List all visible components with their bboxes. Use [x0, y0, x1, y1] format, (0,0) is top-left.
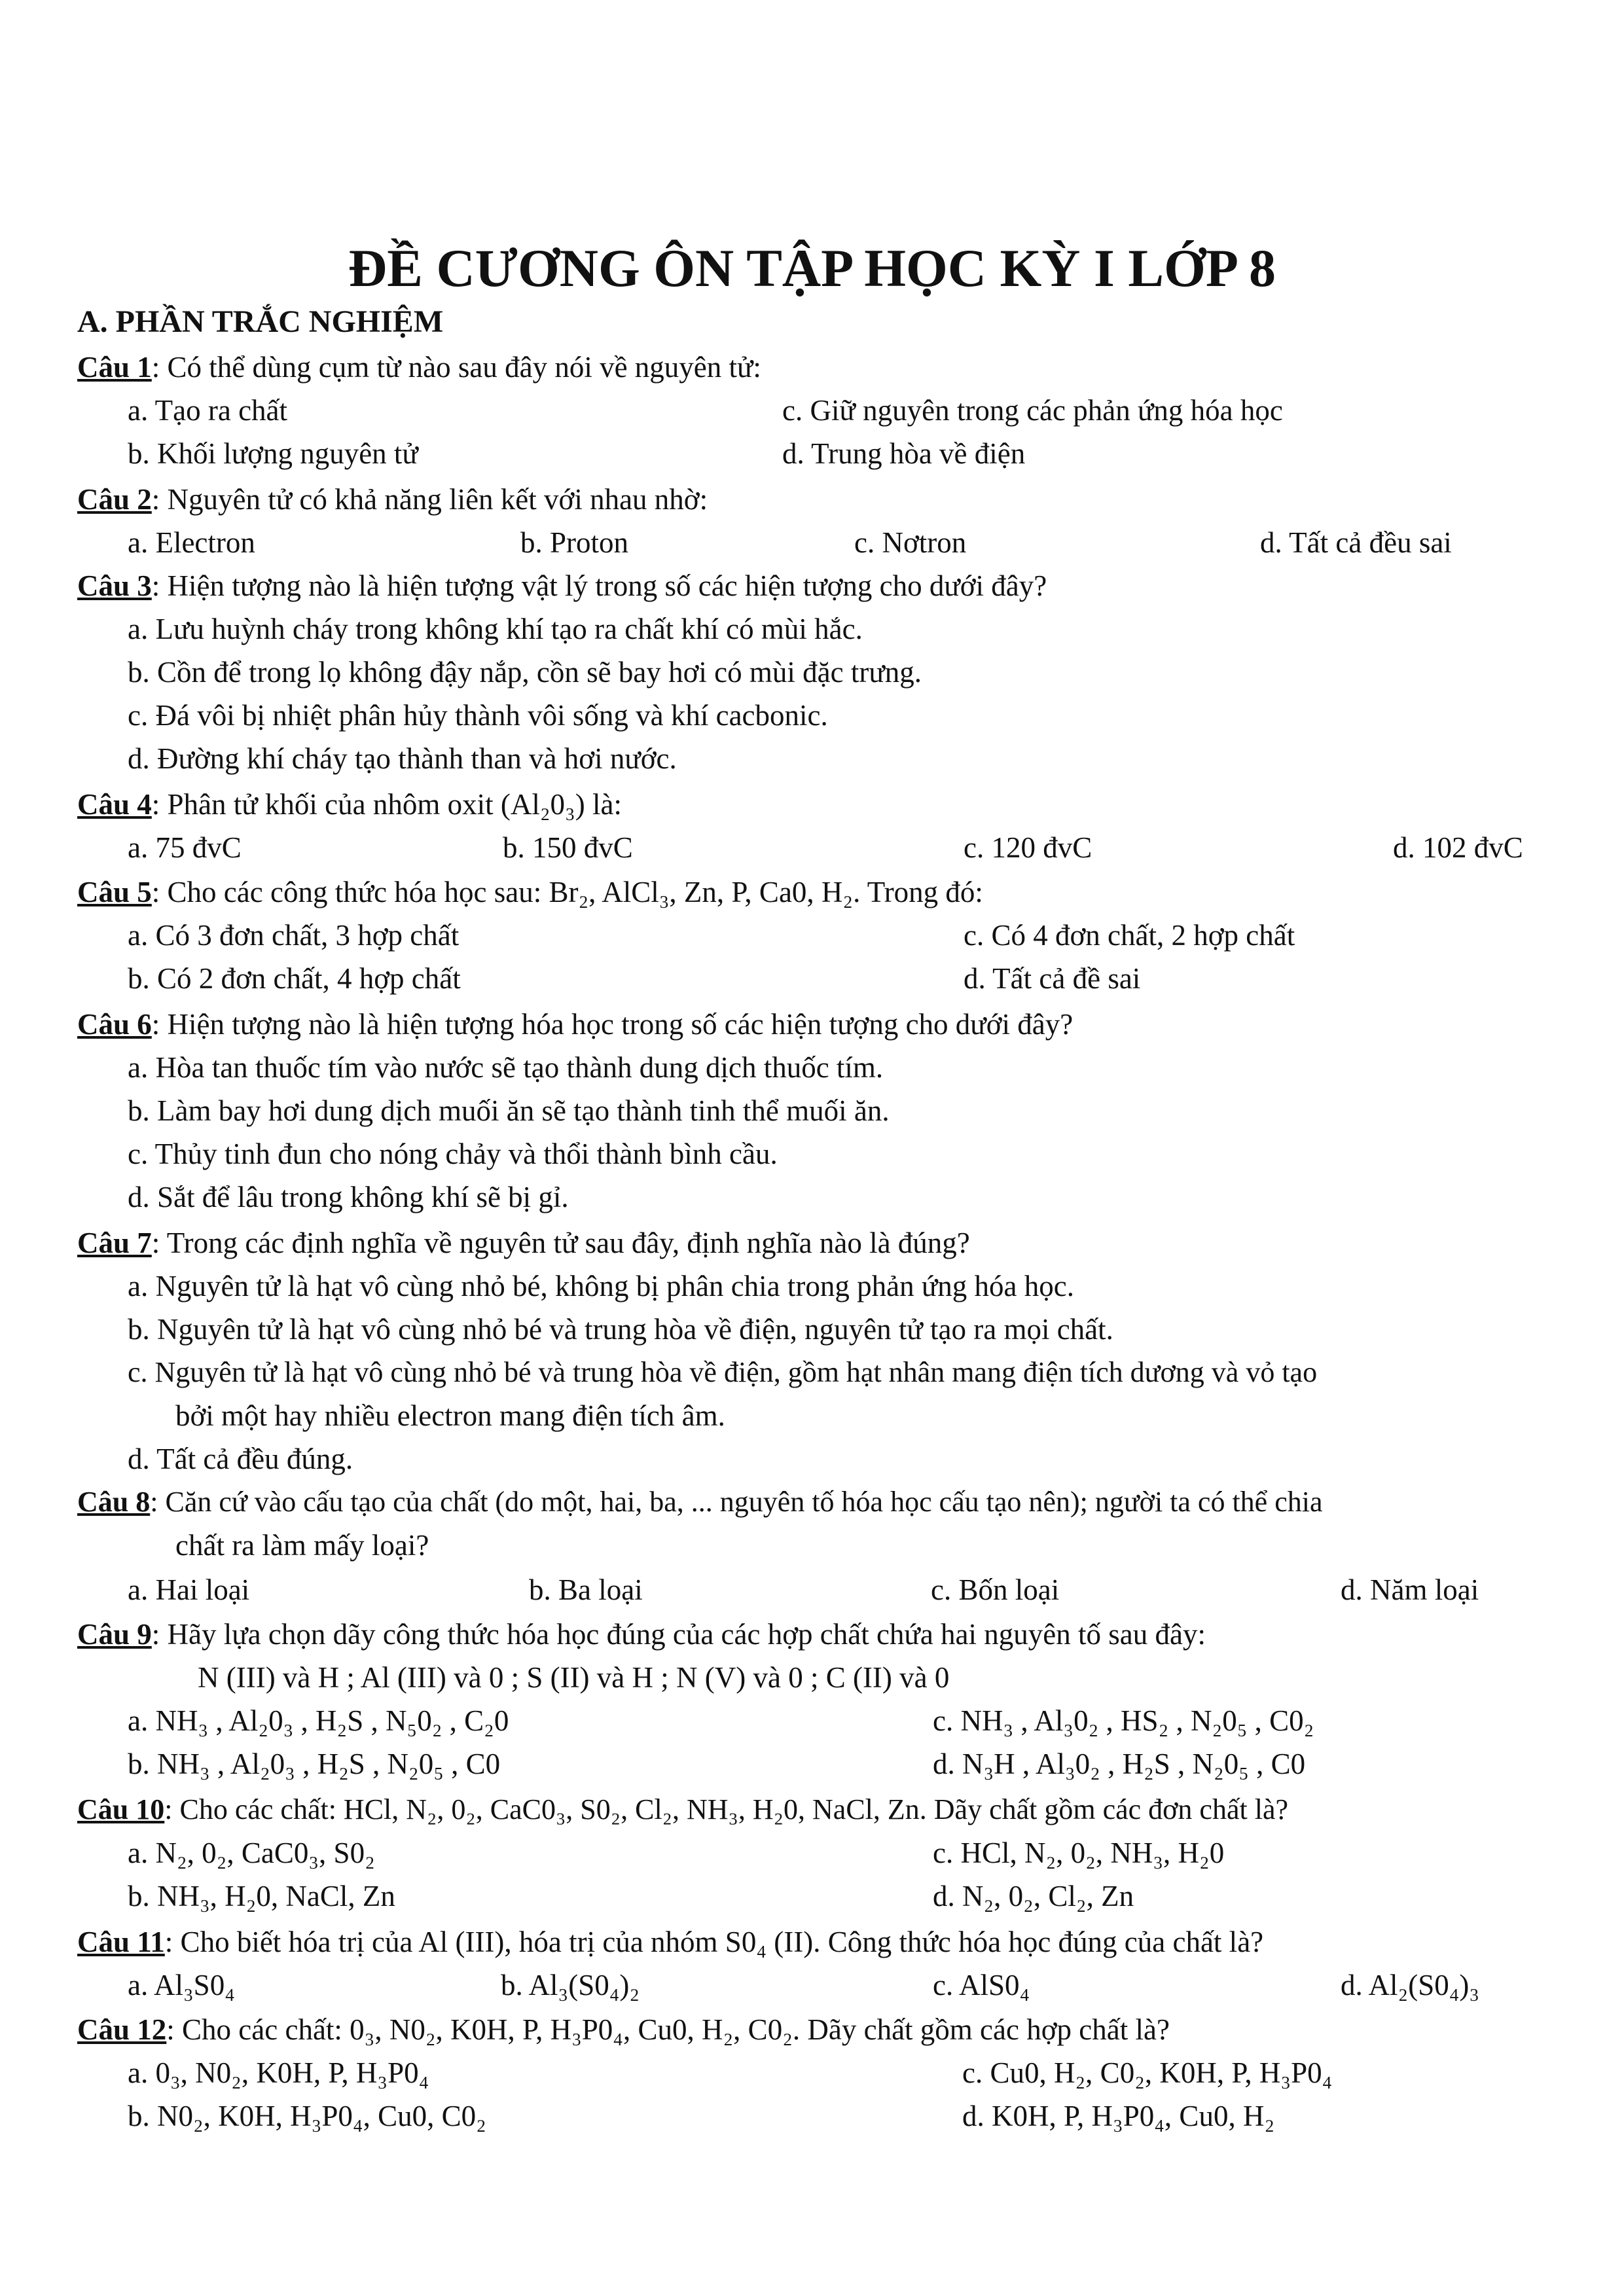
- option-b: b. NH₃, H₂0, NaCl, Zn: [128, 1880, 395, 1912]
- question-number: Câu 7: [77, 1227, 152, 1259]
- question-text-continued: chất ra làm mấy loại?: [175, 1529, 429, 1562]
- question-1: [77, 347, 761, 387]
- option-b: b. Proton: [520, 526, 629, 559]
- option-c: c. Nguyên tử là hạt vô cùng nhỏ bé và trung hòa về điện, gồm hạt nhân mang điện tích dương và vỏ tạo: [128, 1356, 1318, 1388]
- option-a: a. 0₃, N0₂, K0H, P, H₃P0₄: [128, 2056, 429, 2089]
- question-text: : Có thể dùng cụm từ nào sau đây nói về nguyên tử:: [151, 351, 761, 384]
- option-b: b. 150 đvC: [503, 831, 633, 864]
- question-7: [77, 1223, 970, 1263]
- question-11: [77, 1922, 1263, 1962]
- option-a: a. Hòa tan thuốc tím vào nước sẽ tạo thành dung dịch thuốc tím.: [128, 1051, 884, 1084]
- question-number: Câu 6: [77, 1008, 152, 1041]
- option-a: a. Al₃S0₄: [128, 1969, 235, 2001]
- option-d: d. K0H, P, H₃P0₄, Cu0, H₂: [962, 2100, 1275, 2132]
- question-text: : Cho các công thức hóa học sau: Br₂, AlCl₃, Zn, P, Ca0, H₂. Trong đó:: [151, 876, 983, 908]
- question-3: [77, 565, 1047, 606]
- question-text: : Cho biết hóa trị của Al (III), hóa trị của nhóm S0₄ (II). Công thức hóa học đúng của chất là?: [164, 1926, 1264, 1958]
- option-a: a. Hai loại: [128, 1573, 250, 1606]
- option-b: b. Khối lượng nguyên tử: [128, 437, 418, 470]
- option-d: d. Sắt để lâu trong không khí sẽ bị gỉ.: [128, 1181, 569, 1213]
- option-c: c. NH₃ , Al₃0₂ , HS₂ , N₂0₅ , C0₂: [933, 1704, 1314, 1737]
- question-4: [77, 784, 622, 825]
- option-a: a. 75 đvC: [128, 831, 242, 864]
- option-a: a. NH₃ , Al₂0₃ , H₂S , N₅0₂ , C₂0: [128, 1704, 509, 1737]
- question-text: : Trong các định nghĩa về nguyên tử sau đây, định nghĩa nào là đúng?: [151, 1227, 970, 1259]
- question-5: [77, 872, 983, 912]
- option-d: d. Tất cả đề sai: [964, 962, 1141, 995]
- question-8: [77, 1482, 1323, 1522]
- option-d: d. N₂, 0₂, Cl₂, Zn: [933, 1880, 1134, 1912]
- question-number: Câu 8: [77, 1486, 151, 1518]
- question-number: Câu 3: [77, 569, 152, 602]
- question-text: : Cho các chất: 0₃, N0₂, K0H, P, H₃P0₄, Cu0, H₂, C0₂. Dãy chất gồm các hợp chất là?: [166, 2013, 1170, 2046]
- question-10: [77, 1789, 1288, 1830]
- document-title: ĐỀ CƯƠNG ÔN TẬP HỌC KỲ I LỚP 8: [348, 238, 1276, 298]
- option-a: a. N₂, 0₂, CaC0₃, S0₂: [128, 1837, 375, 1869]
- option-b: b. Nguyên tử là hạt vô cùng nhỏ bé và trung hòa về điện, nguyên tử tạo ra mọi chất.: [128, 1313, 1113, 1346]
- option-a: a. Có 3 đơn chất, 3 hợp chất: [128, 919, 460, 952]
- option-d: d. Năm loại: [1341, 1573, 1479, 1606]
- question-number: Câu 9: [77, 1618, 152, 1651]
- option-b: b. Làm bay hơi dung dịch muối ăn sẽ tạo thành tinh thể muối ăn.: [128, 1094, 890, 1127]
- option-a: a. Tạo ra chất: [128, 394, 288, 427]
- option-a: a. Lưu huỳnh cháy trong không khí tạo ra chất khí có mùi hắc.: [128, 613, 863, 645]
- section-heading: A. PHẦN TRẮC NGHIỆM: [77, 304, 444, 339]
- option-b: b. Cồn để trong lọ không đậy nắp, cồn sẽ bay hơi có mùi đặc trưng.: [128, 656, 922, 689]
- question-2: [77, 479, 708, 520]
- question-text: : Phân tử khối của nhôm oxit (Al₂0₃) là:: [151, 788, 622, 821]
- question-number: Câu 11: [77, 1926, 165, 1958]
- option-d: d. Trung hòa về điện: [782, 437, 1026, 470]
- question-number: Câu 1: [77, 351, 152, 384]
- option-b: b. Có 2 đơn chất, 4 hợp chất: [128, 962, 461, 995]
- question-text: : Hiện tượng nào là hiện tượng vật lý trong số các hiện tượng cho dưới đây?: [151, 569, 1047, 602]
- option-d: d. 102 đvC: [1393, 831, 1523, 864]
- question-number: Câu 4: [77, 788, 152, 821]
- option-c-continued: bởi một hay nhiều electron mang điện tích âm.: [175, 1399, 725, 1432]
- question-9: [77, 1614, 1206, 1655]
- question-text: : Căn cứ vào cấu tạo của chất (do một, hai, ba, ... nguyên tố hóa học cấu tạo nên); người ta có thể chia: [150, 1486, 1323, 1518]
- question-text: : Nguyên tử có khả năng liên kết với nhau nhờ:: [151, 483, 708, 516]
- question-number: Câu 5: [77, 876, 152, 908]
- option-b: b. Al₃(S0₄)₂: [501, 1969, 640, 2001]
- question-text: : Hãy lựa chọn dãy công thức hóa học đúng của các hợp chất chứa hai nguyên tố sau đây:: [151, 1618, 1206, 1651]
- option-c: c. 120 đvC: [964, 831, 1092, 864]
- option-c: c. Thủy tinh đun cho nóng chảy và thổi thành bình cầu.: [128, 1138, 778, 1170]
- option-d: d. Al₂(S0₄)₃: [1341, 1969, 1480, 2001]
- question-number: Câu 2: [77, 483, 152, 516]
- question-6: [77, 1004, 1073, 1045]
- question-text: : Cho các chất: HCl, N₂, 0₂, CaC0₃, S0₂, Cl₂, NH₃, H₂0, NaCl, Zn. Dãy chất gồm các đơn chất là?: [164, 1793, 1289, 1825]
- option-d: d. Đường khí cháy tạo thành than và hơi nước.: [128, 742, 677, 775]
- option-a: a. Electron: [128, 526, 255, 559]
- option-c: c. Nơtron: [854, 526, 967, 559]
- option-d: d. Tất cả đều đúng.: [128, 1443, 353, 1475]
- option-c: c. AlS0₄: [933, 1969, 1030, 2001]
- option-c: c. Đá vôi bị nhiệt phân hủy thành vôi sống và khí cacbonic.: [128, 699, 828, 732]
- option-c: c. Có 4 đơn chất, 2 hợp chất: [964, 919, 1295, 952]
- option-c: c. Giữ nguyên trong các phản ứng hóa học: [782, 394, 1283, 427]
- option-d: d. N₃H , Al₃0₂ , H₂S , N₂0₅ , C0: [933, 1748, 1306, 1780]
- question-number: Câu 10: [77, 1793, 165, 1825]
- option-b: b. Ba loại: [529, 1573, 643, 1606]
- option-b: b. N0₂, K0H, H₃P0₄, Cu0, C0₂: [128, 2100, 486, 2132]
- option-c: c. Cu0, H₂, C0₂, K0H, P, H₃P0₄: [962, 2056, 1333, 2089]
- question-number: Câu 12: [77, 2013, 167, 2046]
- option-c: c. Bốn loại: [931, 1573, 1060, 1606]
- option-a: a. Nguyên tử là hạt vô cùng nhỏ bé, không bị phân chia trong phản ứng hóa học.: [128, 1270, 1074, 1302]
- valence-list: N (III) và H ; Al (III) và 0 ; S (II) và H ; N (V) và 0 ; C (II) và 0: [198, 1661, 950, 1694]
- question-text: : Hiện tượng nào là hiện tượng hóa học trong số các hiện tượng cho dưới đây?: [151, 1008, 1074, 1041]
- option-c: c. HCl, N₂, 0₂, NH₃, H₂0: [933, 1837, 1225, 1869]
- question-12: [77, 2009, 1170, 2050]
- option-d: d. Tất cả đều sai: [1260, 526, 1452, 559]
- option-b: b. NH₃ , Al₂0₃ , H₂S , N₂0₅ , C0: [128, 1748, 501, 1780]
